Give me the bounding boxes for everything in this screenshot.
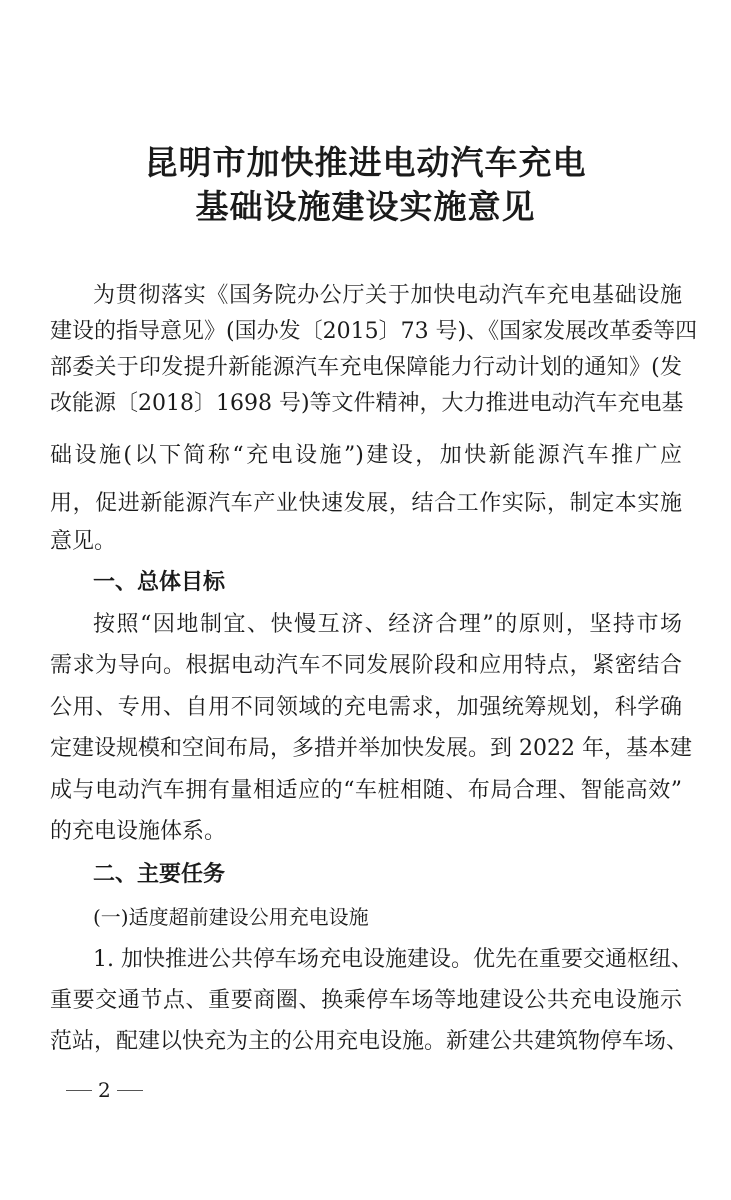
section1-line: 定建设规模和空间布局，多措并举加快发展。到 2022 年，基本建 [50,736,692,761]
intro-line: 部委关于印发提升新能源汽车充电保障能力行动计划的通知》(发 [50,355,682,380]
document-title-line-1: 昆明市加快推进电动汽车充电 [144,143,587,182]
intro-line: 改能源〔2018〕1698 号)等文件精神，大力推进电动汽车充电基 [50,391,684,416]
page-number-dash-right [117,1090,143,1091]
section2-line: 范站，配建以快充为主的公用充电设施。新建公共建筑物停车场、 [50,1029,689,1054]
intro-line: 建设的指导意见》(国办发〔2015〕73 号)、《国家发展改革委等四 [50,319,698,344]
section2-line: 1. 加快推进公共停车场充电设施建设。优先在重要交通枢纽、 [93,947,693,972]
section2-line: 重要交通节点、重要商圈、换乘停车场等地建设公共充电设施示 [50,988,682,1013]
section1-line: 成与电动汽车拥有量相适应的“车桩相随、布局合理、智能高效” [50,778,682,803]
section-heading-1: 一、总体目标 [93,570,226,595]
page-number-dash-left [66,1090,92,1091]
section-heading-2: 二、主要任务 [93,862,226,887]
intro-line: 意见。 [50,529,117,554]
section1-line: 需求为导向。根据电动汽车不同发展阶段和应用特点，紧密结合 [50,653,682,678]
page-number-value: 2 [98,1078,111,1102]
intro-line: 为贯彻落实《国务院办公厅关于加快电动汽车充电基础设施 [93,283,682,308]
page-number [60,1078,149,1102]
intro-line: 用，促进新能源汽车产业快速发展，结合工作实际，制定本实施 [50,491,682,516]
section1-line: 按照“因地制宜、快慢互济、经济合理”的原则，坚持市场 [93,612,682,637]
sub-heading-1: (一)适度超前建设公用充电设施 [93,905,369,929]
intro-line: 础设施(以下简称“充电设施”)建设，加快新能源汽车推广应 [50,443,682,468]
section1-line: 公用、专用、自用不同领域的充电需求，加强统筹规划，科学确 [50,695,682,720]
document-title-line-2: 基础设施建设实施意见 [195,187,536,226]
section1-line: 的充电设施体系。 [50,819,227,844]
